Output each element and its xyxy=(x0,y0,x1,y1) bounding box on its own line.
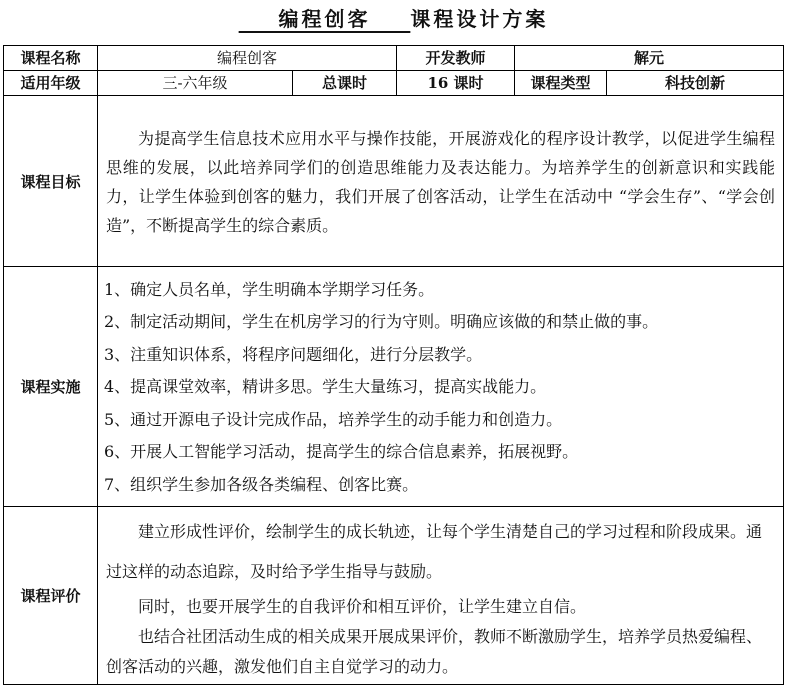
implementation-content xyxy=(98,267,784,507)
evaluation-label: 课程评价 xyxy=(4,507,98,685)
evaluation-row xyxy=(4,507,784,685)
course-name-label: 课程名称 xyxy=(4,46,98,71)
implementation-label: 课程实施 xyxy=(4,267,98,507)
course-name-value: 编程创客 xyxy=(98,46,397,71)
evaluation-paragraph: 建立形成性评价，绘制学生的成长轨迹，让每个学生清楚自己的学习过程和阶段成果。通过这样的动态追踪，及时给予学生指导与鼓励。 xyxy=(106,521,763,581)
goal-text: 为提高学生信息技术应用水平与操作技能，开展游戏化的程序设计教学，以促进学生编程思维的发展，以此培养同学们的创造思维能力及表达能力。为培养学生的创新意识和实践能力，让学生体验到创客的魅力，我们开展了创客活动，让学生在活动中 “学会生存”、“学会创造”，不断提高学生的综合素质。 xyxy=(106,129,776,235)
goal-row xyxy=(4,96,784,267)
goal-label: 课程目标 xyxy=(4,96,98,267)
list-item: 1、确定人员名单，学生明确本学期学习任务。 xyxy=(104,279,435,299)
hours-label: 总课时 xyxy=(293,71,397,96)
list-item: 3、注重知识体系，将程序问题细化，进行分层教学。 xyxy=(104,344,483,364)
course-design-table xyxy=(3,45,784,685)
goal-content xyxy=(98,96,784,267)
grade-value: 三-六年级 xyxy=(98,71,293,96)
info-row-1 xyxy=(4,46,784,71)
teacher-value: 解元 xyxy=(515,46,784,71)
type-value: 科技创新 xyxy=(607,71,784,96)
hours-value: 16 课时 xyxy=(397,71,515,96)
list-item: 7、组织学生参加各级各类编程、创客比赛。 xyxy=(104,474,419,494)
list-item: 5、通过开源电子设计完成作品，培养学生的动手能力和创造力。 xyxy=(104,409,563,429)
type-label: 课程类型 xyxy=(515,71,607,96)
list-item: 4、提高课堂效率，精讲多思。学生大量练习，提高实战能力。 xyxy=(104,377,547,397)
teacher-label: 开发教师 xyxy=(397,46,515,71)
list-item: 2、制定活动期间，学生在机房学习的行为守则。明确应该做的和禁止做的事。 xyxy=(104,312,659,332)
title-course-name: 编程创客 xyxy=(278,7,371,31)
implementation-row xyxy=(4,267,784,507)
evaluation-content xyxy=(98,507,784,685)
evaluation-paragraph: 也结合社团活动生成的相关成果开展成果评价，教师不断激励学生，培养学员热爱编程、创客活动的兴趣，激发他们自主自觉学习的动力。 xyxy=(106,626,763,676)
title-suffix: 课程设计方案 xyxy=(410,7,549,31)
grade-label: 适用年级 xyxy=(4,71,98,96)
list-item: 6、开展人工智能学习活动，提高学生的综合信息素养，拓展视野。 xyxy=(104,442,579,462)
document-title xyxy=(0,4,787,34)
evaluation-paragraph: 同时，也要开展学生的自我评价和相互评价，让学生建立自信。 xyxy=(138,596,587,616)
info-row-2 xyxy=(4,71,784,96)
